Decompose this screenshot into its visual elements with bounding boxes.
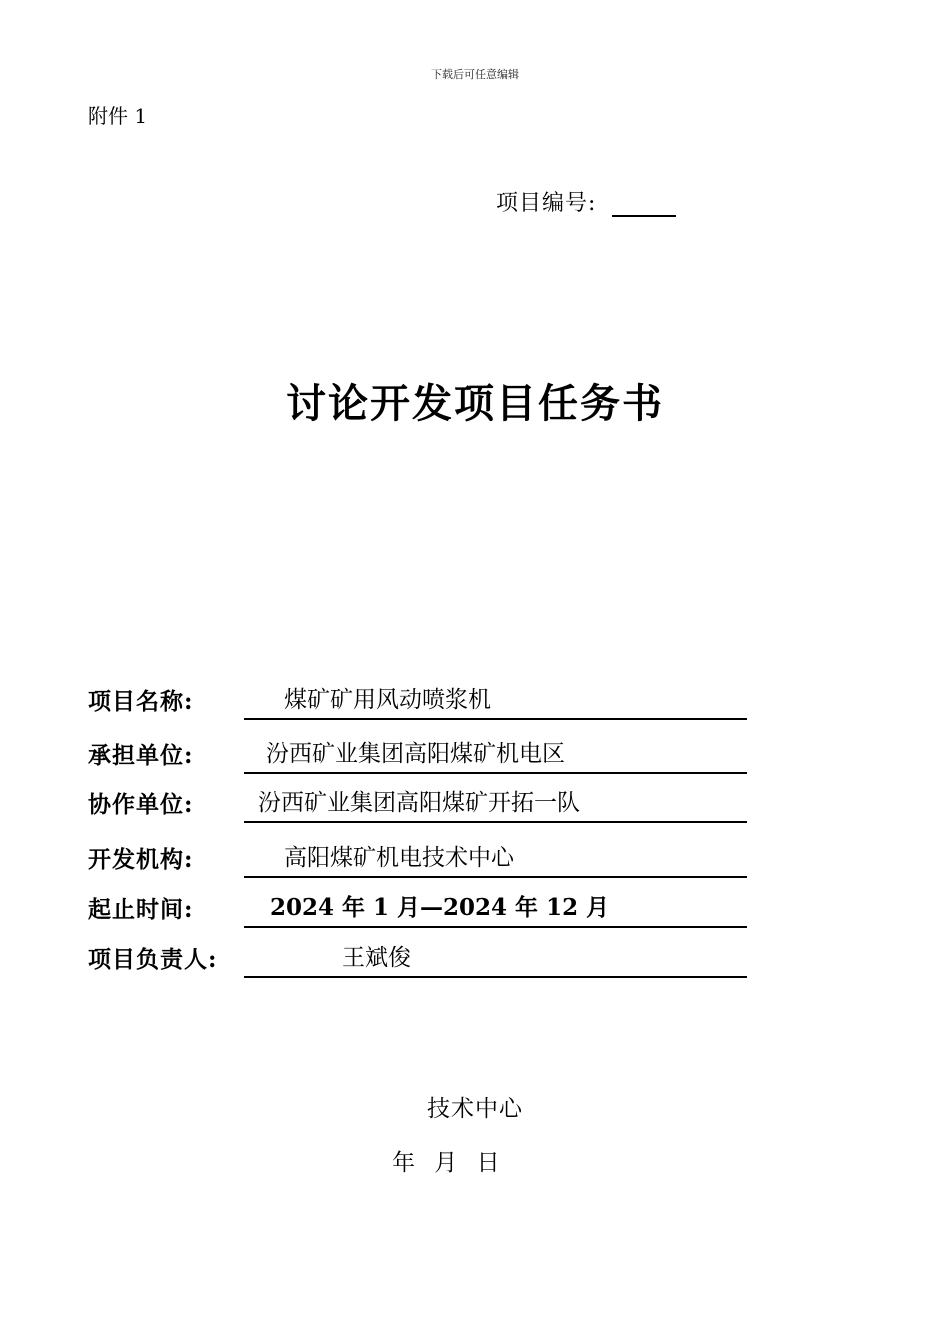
- field-label: 起止时间:: [88, 896, 194, 923]
- field-value: 汾西矿业集团高阳煤矿机电区: [266, 741, 565, 767]
- field-label: 开发机构:: [88, 846, 194, 873]
- project-number-label: 项目编号:: [496, 191, 597, 216]
- field-label: 项目负责人:: [88, 946, 218, 973]
- field-label: 项目名称:: [88, 688, 194, 715]
- document-title: 讨论开发项目任务书: [286, 381, 664, 427]
- field-value: 王斌俊: [342, 945, 411, 971]
- field-value: 2024 年 1 月—2024 年 12 月: [270, 894, 610, 921]
- project-number: [496, 186, 676, 217]
- field-underline: [244, 940, 747, 978]
- footer-organization: 技术中心: [427, 1096, 523, 1122]
- field-time-period: [88, 888, 748, 928]
- field-cooperating-unit: [88, 783, 748, 823]
- footer-date: 年 月 日: [392, 1150, 501, 1176]
- field-label: 承担单位:: [88, 742, 194, 769]
- field-underline: [244, 890, 747, 928]
- attachment-label: 附件 1: [88, 104, 148, 128]
- field-label: 协作单位:: [88, 791, 194, 818]
- page-header-note: 下载后可任意编辑: [431, 68, 519, 81]
- project-number-blank: [612, 193, 676, 217]
- field-value: 煤矿矿用风动喷浆机: [284, 687, 491, 713]
- field-value: 汾西矿业集团高阳煤矿开拓一队: [258, 790, 580, 816]
- field-underline: [244, 785, 747, 823]
- field-project-leader: [88, 938, 748, 978]
- field-development-org: [88, 838, 748, 878]
- field-undertaking-unit: [88, 734, 748, 774]
- field-underline: [244, 736, 747, 774]
- field-underline: [244, 840, 747, 878]
- field-project-name: [88, 680, 748, 720]
- field-value: 高阳煤矿机电技术中心: [284, 845, 514, 871]
- field-underline: [244, 682, 747, 720]
